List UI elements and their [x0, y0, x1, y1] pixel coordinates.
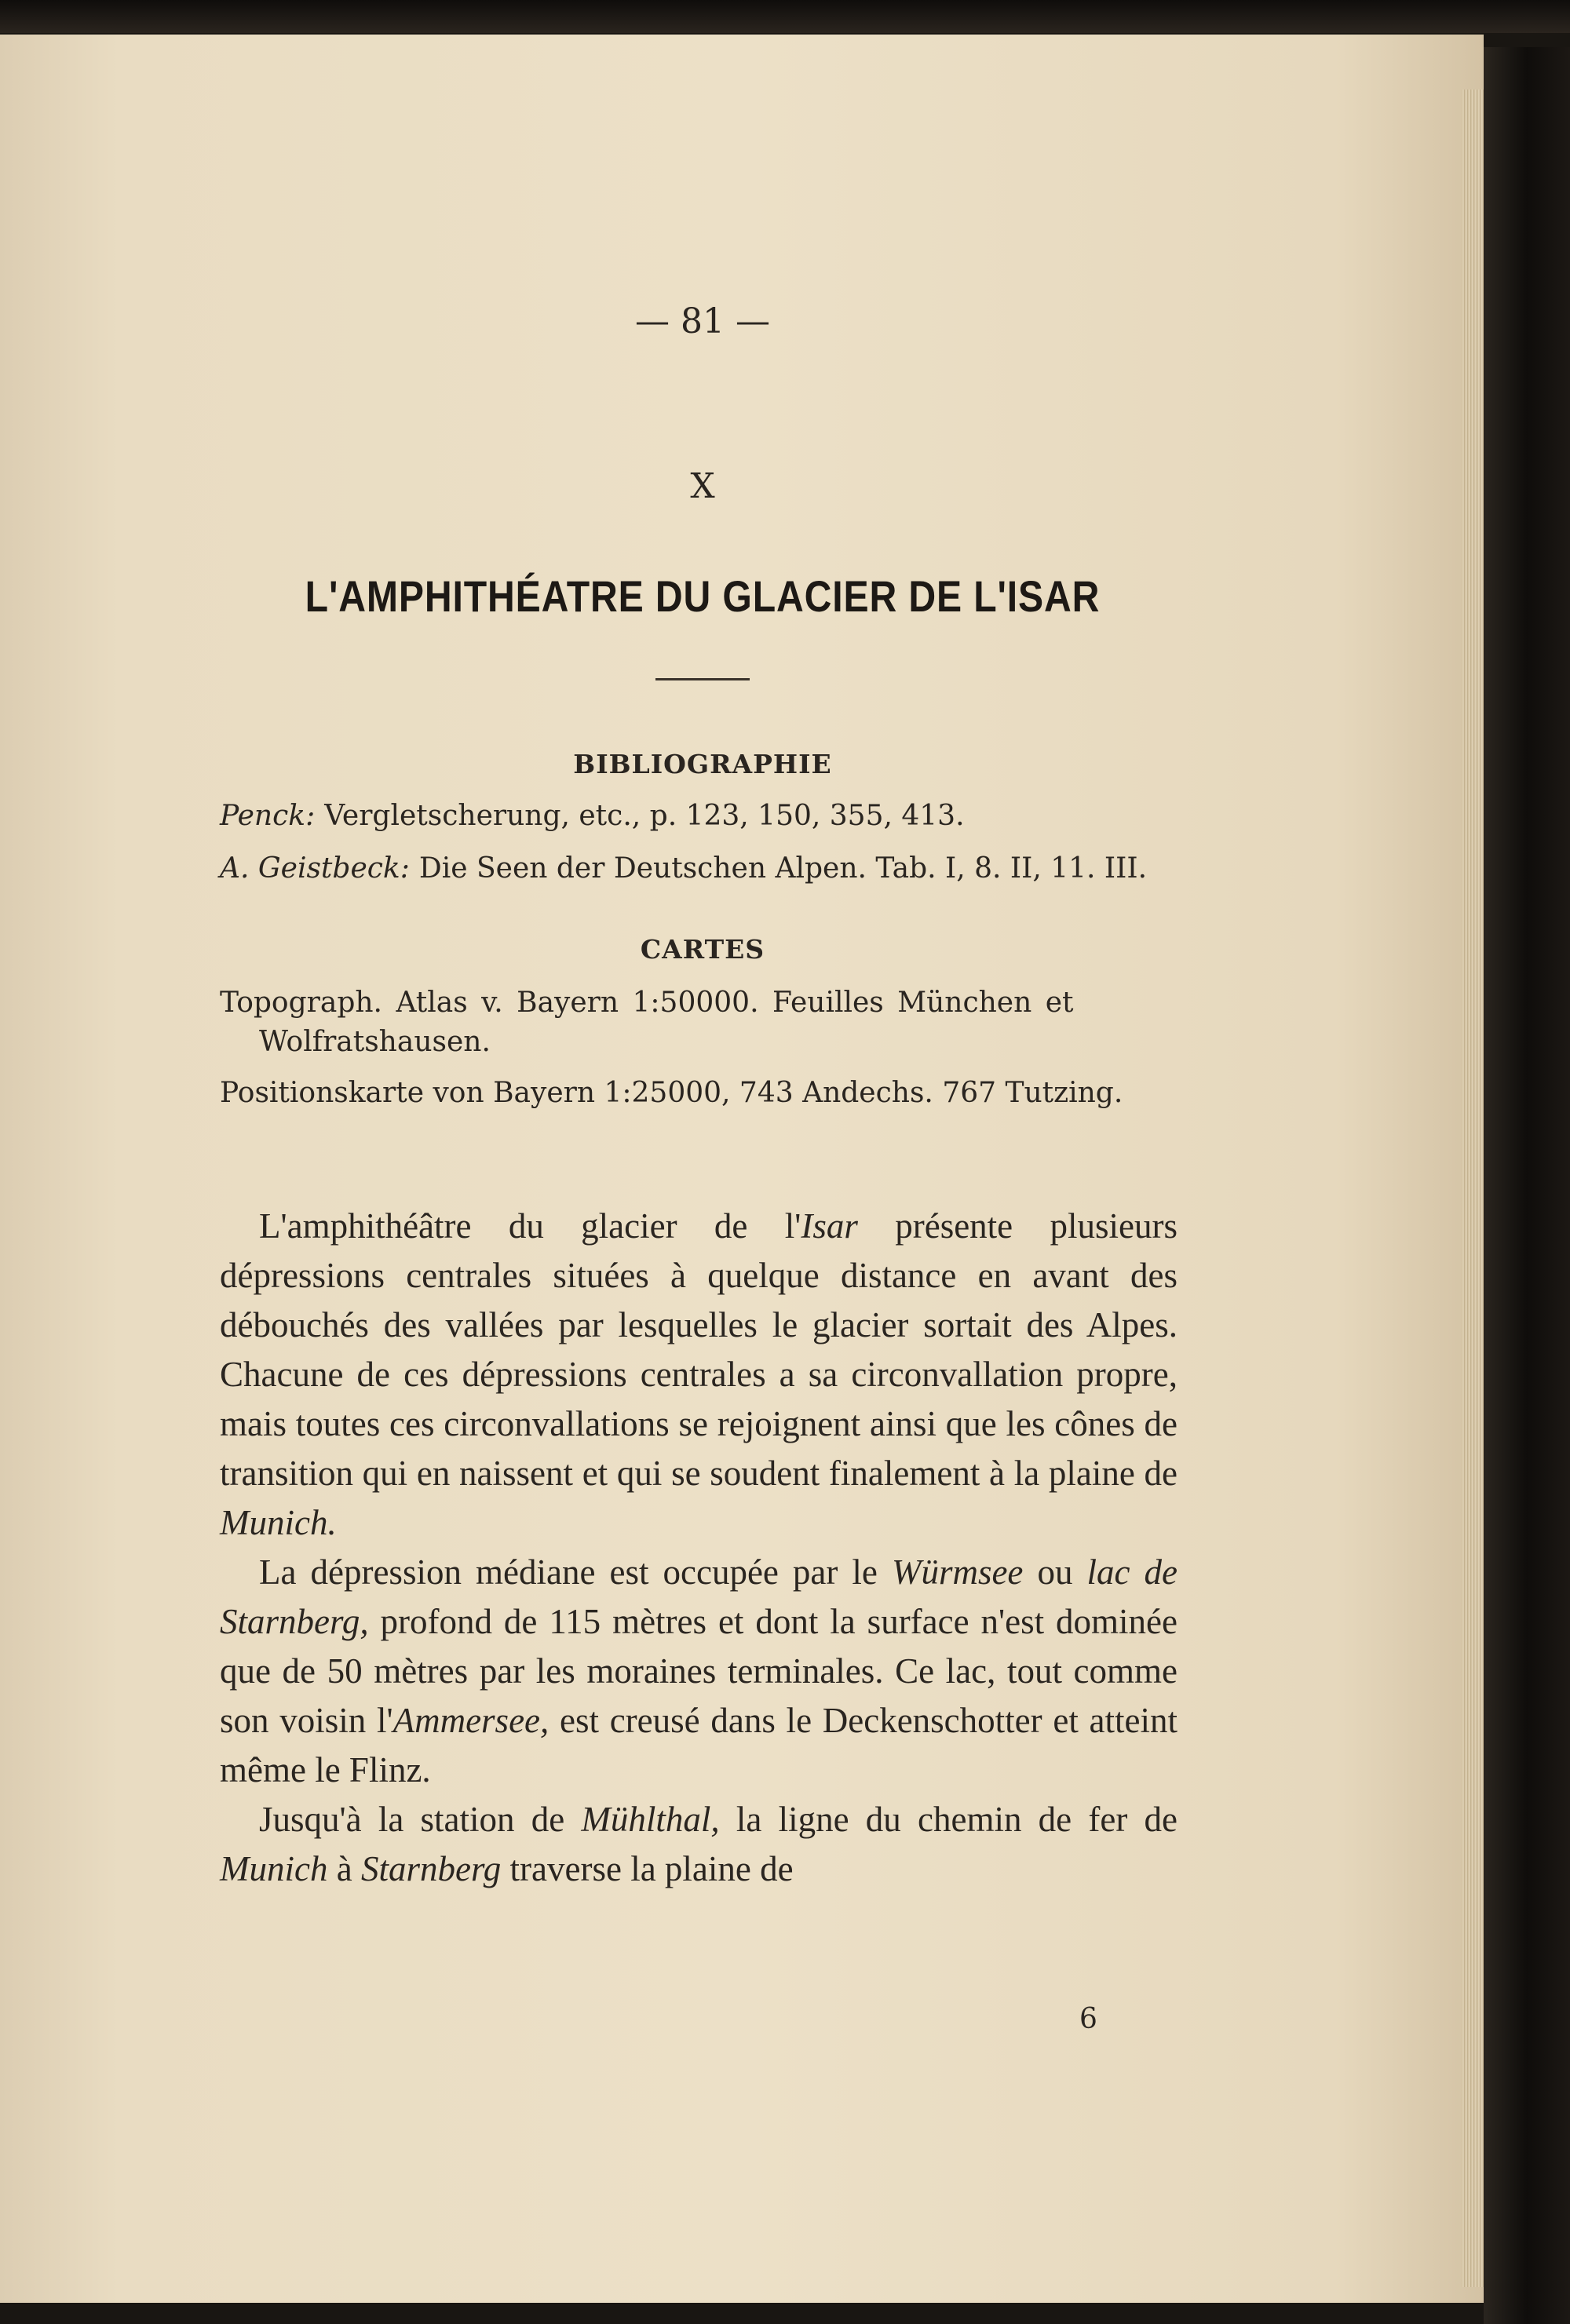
bibliography-ref	[220, 852, 1174, 885]
paragraph: L'amphithéâtre du glacier de l'Isar présente plusieurs dépressions centrales situées à quelque distance en avant des débouchés des vallées par lesquelles le glacier sortait des Alpes. Chacune de ces dépressions centrales a sa circonvallation propre, mais toutes ces circonvallations se rejoignent ainsi que les cônes de transition qui en naissent et qui se soudent finalement à la plaine de Munich.	[220, 1206, 1178, 1542]
paragraph: Jusqu'à la station de Mühlthal, la ligne du chemin de fer de Munich à Starnberg traverse la plaine de	[220, 1800, 1178, 1888]
ref-author: Penck:	[220, 800, 316, 832]
signature-mark: 6	[1079, 2003, 1097, 2035]
map-entry-continued: Wolfratshausen.	[259, 1026, 491, 1058]
ref-text: Die Seen der Deutschen Alpen. Tab. I, 8. II, 11. III.	[418, 852, 1148, 885]
chapter-number: X	[690, 466, 715, 506]
bibliography-heading: BIBLIOGRAPHIE	[573, 749, 832, 779]
map-entry: Topograph. Atlas v. Bayern 1:50000. Feuilles München et	[220, 987, 1074, 1019]
maps-heading: CARTES	[640, 934, 765, 965]
ref-author: A. Geistbeck:	[220, 852, 410, 885]
book-page	[0, 35, 1484, 2303]
bibliography-ref	[220, 800, 1174, 832]
body-text	[220, 1202, 1178, 1894]
binding-top-edge	[0, 0, 1570, 33]
paragraph: La dépression médiane est occupée par le Würmsee ou lac de Starnberg, profond de 115 mètres et dont la surface n'est dominée que de 50 mètres par les moraines terminales. Ce lac, tout comme son voisin l'Ammersee, est creusé dans le Deckenschotter et atteint même le Flinz.	[220, 1552, 1178, 1790]
title-rule	[655, 678, 750, 680]
ref-text: Vergletscherung, etc., p. 123, 150, 355, 413.	[324, 800, 965, 832]
page-number: — 81 —	[635, 301, 770, 341]
chapter-title: L'AMPHITHÉATRE DU GLACIER DE L'ISAR	[305, 571, 1101, 621]
page-content	[0, 35, 1484, 2303]
map-entry: Positionskarte von Bayern 1:25000, 743 Andechs. 767 Tutzing.	[220, 1077, 1123, 1109]
book-spine	[1484, 47, 1570, 2324]
